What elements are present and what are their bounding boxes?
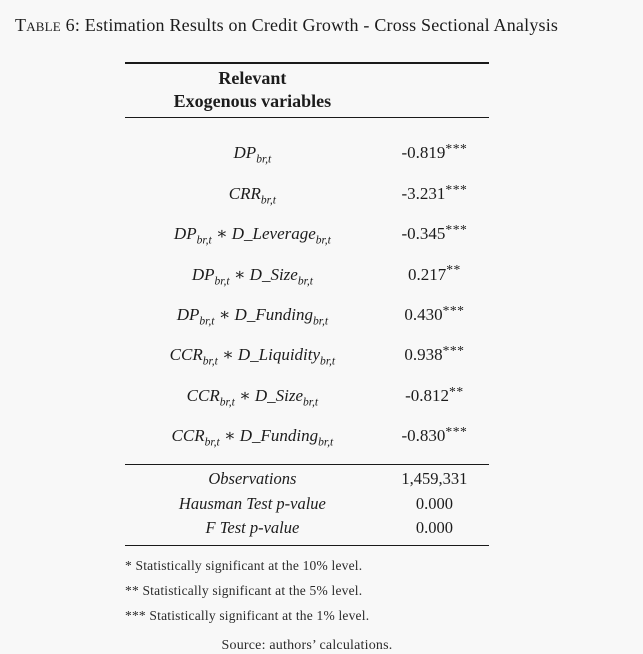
coefficient-value	[380, 419, 489, 459]
footnote: * Statistically significant at the 10% level.	[125, 558, 363, 574]
table-caption	[15, 15, 635, 36]
variable-name: $DP_{br,t}$	[233, 143, 272, 166]
stats-row	[125, 467, 489, 492]
table-header	[125, 64, 489, 117]
stat-label: Hausman Test p-value	[178, 493, 326, 513]
coefficient-value	[380, 177, 489, 217]
coefficient-number: -0.819	[401, 143, 446, 163]
header-line-2: Exogenous variables	[173, 90, 332, 111]
source-note: Source: authors’ calculations.	[221, 638, 393, 654]
coefficient-number: 0.938	[404, 345, 443, 365]
header-cell	[125, 64, 380, 117]
stat-label: Observations	[208, 469, 297, 489]
footnote: ** Statistically significant at the 5% level.	[125, 583, 363, 599]
stats-row	[125, 492, 489, 517]
coefficient-number: -0.345	[401, 224, 446, 244]
stats-row	[125, 516, 489, 541]
coefficient-value	[380, 217, 489, 257]
table-caption-text: Estimation Results on Credit Growth - Cross Sectional Analysis	[80, 15, 559, 35]
stat-label: F Test p-value	[205, 518, 300, 538]
significance-stars: ***	[442, 343, 465, 359]
significance-stars: ***	[445, 181, 468, 197]
significance-stars: ***	[445, 141, 468, 157]
stat-value: 0.000	[415, 518, 453, 538]
results-table	[125, 62, 489, 654]
significance-stars: ***	[445, 423, 468, 439]
coefficient-value	[380, 338, 489, 378]
variable-name: $DP_{br,t}$ ∗ D_Size$_{br,t}$	[191, 264, 313, 287]
header-line-1: Relevant	[218, 67, 287, 88]
variable-name: $CCR_{br,t}$ ∗ D_Liquidity$_{br,t}$	[169, 345, 336, 368]
table-row	[125, 258, 489, 298]
significance-stars: ***	[445, 222, 468, 237]
variable-name: $CCR_{br,t}$ ∗ D_Funding$_{br,t}$	[171, 426, 334, 449]
variable-name: $DP_{br,t}$ ∗ D_Leverage$_{br,t}$	[173, 224, 331, 247]
footnote: *** Statistically significant at the 1% level.	[125, 608, 370, 624]
significance-stars: **	[449, 383, 464, 399]
coefficient-number: 0.217	[407, 264, 447, 284]
table-row	[125, 298, 489, 338]
variable-name: $CCR_{br,t}$ ∗ D_Size$_{br,t}$	[186, 385, 319, 409]
coefficient-value	[380, 298, 489, 338]
coefficient-value	[380, 258, 489, 298]
footnotes	[125, 546, 489, 628]
table-row	[125, 177, 489, 217]
table-row	[125, 217, 489, 257]
coefficient-value	[380, 379, 489, 419]
variable-name: $CRR_{br,t}$	[228, 183, 276, 207]
stat-value: 1,459,331	[401, 469, 468, 489]
table-row	[125, 379, 489, 419]
table-caption-number: Table 6:	[15, 15, 81, 35]
variable-name: $DP_{br,t}$ ∗ D_Funding$_{br,t}$	[176, 304, 329, 328]
coefficient-number: 0.430	[404, 304, 443, 324]
stat-value: 0.000	[415, 493, 453, 513]
table-row	[125, 338, 489, 378]
coefficient-number: -0.830	[401, 426, 446, 446]
significance-stars: ***	[442, 302, 465, 318]
table-row	[125, 136, 489, 176]
coefficients-section	[125, 118, 489, 463]
table-row	[125, 419, 489, 459]
coefficient-value	[380, 136, 489, 176]
coefficient-number: -0.812	[405, 385, 450, 405]
coefficient-number: -3.231	[401, 183, 446, 203]
stats-section	[125, 465, 489, 545]
significance-stars: **	[446, 262, 461, 278]
